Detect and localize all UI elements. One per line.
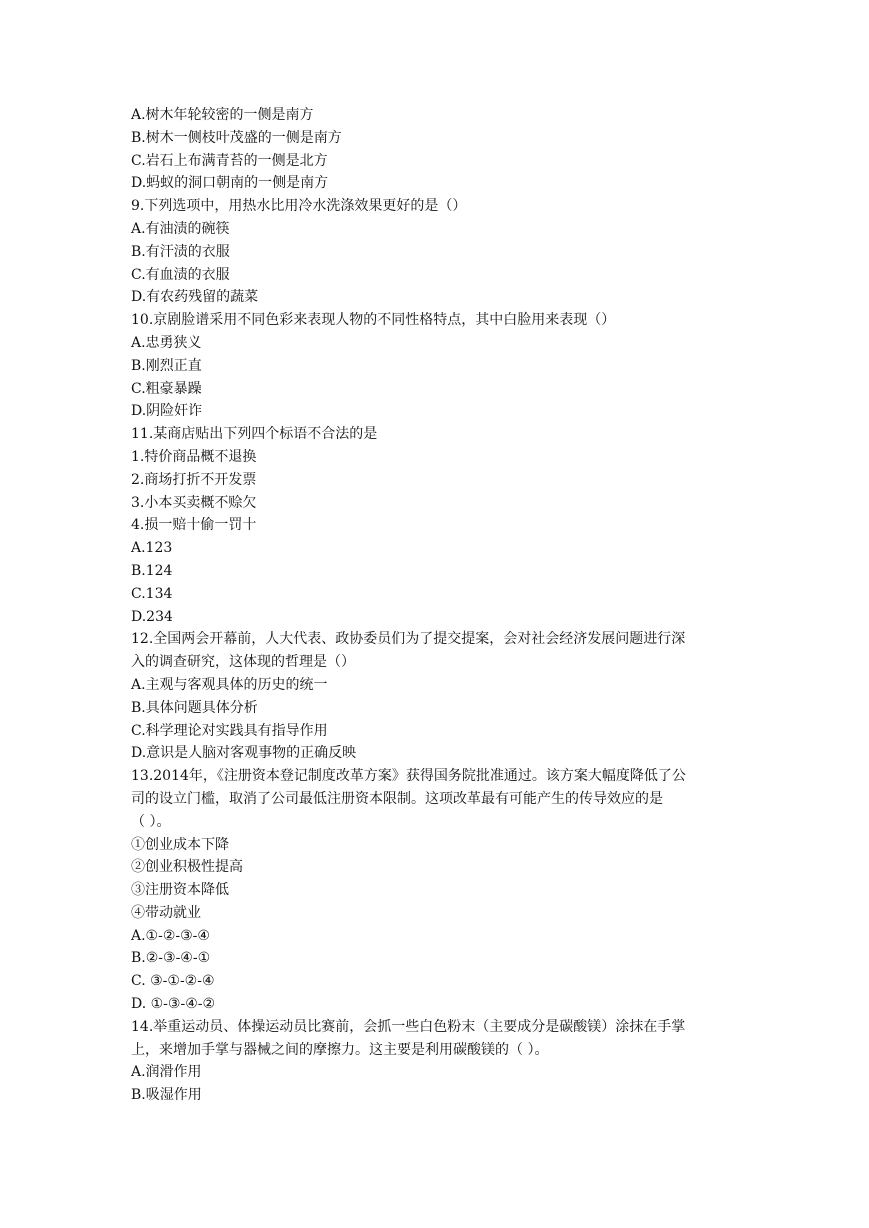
- statement-line: 4.损一赔十偷一罚十: [131, 517, 257, 534]
- question-13-continued: 司的设立门槛，取消了公司最低注册资本限制。这项改革最有可能产生的传导效应的是: [131, 790, 663, 807]
- option-line: B.124: [131, 562, 173, 579]
- question-11: 11.某商店贴出下列四个标语不合法的是: [131, 426, 378, 443]
- question-12: 12.全国两会开幕前，人大代表、政协委员们为了提交提案，会对社会经济发展问题进行深: [131, 631, 686, 648]
- statement-line: 3.小本买卖概不赊欠: [131, 494, 257, 511]
- question-14: 14.举重运动员、体操运动员比赛前，会抓一些白色粉末（主要成分是碳酸镁）涂抹在手掌: [131, 1018, 686, 1035]
- question-10: 10.京剧脸谱采用不同色彩来表现人物的不同性格特点，其中白脸用来表现（）: [131, 312, 616, 329]
- option-line: B.树木一侧枝叶茂盛的一侧是南方: [131, 129, 342, 146]
- question-12-continued: 入的调查研究，这体现的哲理是（）: [131, 654, 355, 671]
- option-line: B.吸湿作用: [131, 1087, 202, 1104]
- option-line: C.粗豪暴躁: [131, 380, 202, 397]
- option-line: D.234: [131, 608, 173, 625]
- option-line: A.树木年轮较密的一侧是南方: [131, 107, 314, 123]
- option-line: C. ③-①-②-④: [131, 973, 215, 990]
- option-line: B.有汗渍的衣服: [131, 243, 230, 260]
- question-9: 9.下列选项中，用热水比用冷水洗涤效果更好的是（）: [131, 198, 467, 215]
- option-line: A.有油渍的碗筷: [131, 220, 230, 237]
- option-line: C.科学理论对实践具有指导作用: [131, 722, 328, 739]
- option-line: D. ①-③-④-②: [131, 996, 216, 1013]
- option-line: A.123: [131, 540, 173, 557]
- option-line: B.刚烈正直: [131, 357, 202, 374]
- option-line: A.忠勇狭义: [131, 334, 202, 351]
- statement-line: ②创业积极性提高: [131, 859, 243, 876]
- document-body: [131, 104, 751, 1107]
- option-line: D.蚂蚁的洞口朝南的一侧是南方: [131, 175, 329, 192]
- question-13-blank: （ ）。: [131, 813, 171, 830]
- option-line: C.岩石上布满青苔的一侧是北方: [131, 152, 328, 169]
- option-line: A.①-②-③-④: [131, 927, 210, 944]
- option-line: B.具体问题具体分析: [131, 699, 258, 716]
- statement-line: 1.特价商品概不退换: [131, 448, 257, 465]
- option-line: C.134: [131, 585, 173, 602]
- option-line: A.润滑作用: [131, 1064, 202, 1081]
- option-line: D.意识是人脑对客观事物的正确反映: [131, 745, 357, 762]
- statement-line: ④带动就业: [131, 904, 201, 921]
- option-line: D.阴险奸诈: [131, 403, 203, 420]
- option-line: C.有血渍的衣服: [131, 266, 230, 283]
- statement-line: ①创业成本下降: [131, 836, 229, 853]
- statement-line: 2.商场打折不开发票: [131, 471, 257, 488]
- statement-line: ③注册资本降低: [131, 882, 229, 899]
- option-line: D.有农药残留的蔬菜: [131, 289, 259, 306]
- option-line: A.主观与客观具体的历史的统一: [131, 676, 328, 693]
- option-line: B.②-③-④-①: [131, 950, 211, 967]
- question-13: 13.2014年，《注册资本登记制度改革方案》获得国务院批准通过。该方案大幅度降低了公: [131, 768, 686, 785]
- question-14-continued: 上，来增加手掌与器械之间的摩擦力。这主要是利用碳酸镁的（ ）。: [131, 1041, 549, 1058]
